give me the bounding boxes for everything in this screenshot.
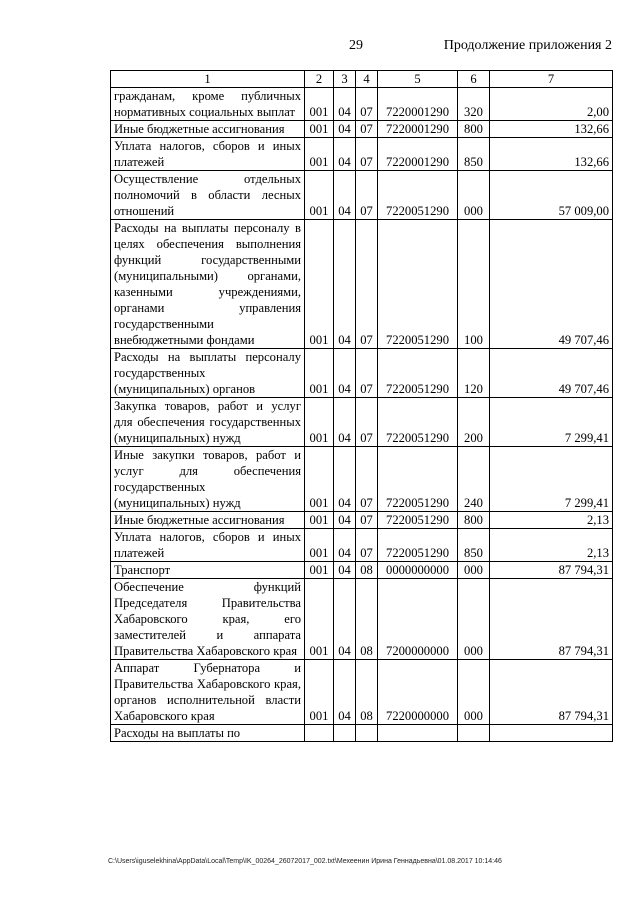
amount-cell: 132,66 <box>490 121 613 138</box>
section-code-cell: 04 <box>334 660 356 725</box>
section-code-cell: 04 <box>334 512 356 529</box>
section-code-cell <box>334 725 356 742</box>
admin-code-cell: 001 <box>305 529 334 562</box>
subsection-code-cell: 07 <box>356 349 378 398</box>
expense-type-cell: 000 <box>458 660 490 725</box>
section-code-cell: 04 <box>334 447 356 512</box>
subsection-code-cell: 08 <box>356 562 378 579</box>
expense-type-cell: 800 <box>458 512 490 529</box>
target-article-cell: 7220000000 <box>378 660 458 725</box>
target-article-cell: 7220051290 <box>378 349 458 398</box>
section-code-cell: 04 <box>334 398 356 447</box>
subsection-code-cell: 07 <box>356 447 378 512</box>
expense-type-cell: 850 <box>458 138 490 171</box>
expense-type-cell: 000 <box>458 562 490 579</box>
amount-cell: 2,00 <box>490 88 613 121</box>
expense-type-cell: 120 <box>458 349 490 398</box>
row-name-cell: Аппарат Губернатора и Правительства Хабаровского края, органов исполнительной власти Хабаровского края <box>111 660 305 725</box>
target-article-cell: 0000000000 <box>378 562 458 579</box>
continuation-label: Продолжение приложения 2 <box>443 38 612 53</box>
target-article-cell: 7220001290 <box>378 138 458 171</box>
section-code-cell: 04 <box>334 121 356 138</box>
section-code-cell: 04 <box>334 529 356 562</box>
column-header: 7 <box>490 71 613 88</box>
subsection-code-cell: 07 <box>356 121 378 138</box>
amount-cell: 132,66 <box>490 138 613 171</box>
amount-cell: 87 794,31 <box>490 579 613 660</box>
subsection-code-cell: 07 <box>356 138 378 171</box>
table-row <box>111 220 613 349</box>
column-header: 5 <box>378 71 458 88</box>
subsection-code-cell: 07 <box>356 171 378 220</box>
subsection-code-cell: 08 <box>356 579 378 660</box>
row-name-cell: Расходы на выплаты персоналу государственных (муниципальных) органов <box>111 349 305 398</box>
admin-code-cell: 001 <box>305 121 334 138</box>
expense-type-cell: 240 <box>458 447 490 512</box>
subsection-code-cell: 08 <box>356 660 378 725</box>
expense-type-cell: 850 <box>458 529 490 562</box>
column-header: 2 <box>305 71 334 88</box>
admin-code-cell: 001 <box>305 447 334 512</box>
subsection-code-cell: 07 <box>356 398 378 447</box>
amount-cell: 2,13 <box>490 529 613 562</box>
expense-type-cell: 000 <box>458 171 490 220</box>
section-code-cell: 04 <box>334 349 356 398</box>
expense-type-cell: 000 <box>458 579 490 660</box>
target-article-cell: 7200000000 <box>378 579 458 660</box>
table-row <box>111 660 613 725</box>
table-body <box>111 88 613 742</box>
admin-code-cell: 001 <box>305 660 334 725</box>
target-article-cell: 7220001290 <box>378 88 458 121</box>
table-row <box>111 138 613 171</box>
target-article-cell: 7220051290 <box>378 447 458 512</box>
table-row <box>111 349 613 398</box>
admin-code-cell: 001 <box>305 349 334 398</box>
table-row <box>111 88 613 121</box>
table-header-row <box>111 71 613 88</box>
column-header: 3 <box>334 71 356 88</box>
section-code-cell: 04 <box>334 220 356 349</box>
target-article-cell: 7220001290 <box>378 121 458 138</box>
amount-cell <box>490 725 613 742</box>
table-row <box>111 121 613 138</box>
admin-code-cell: 001 <box>305 171 334 220</box>
row-name-cell: Уплата налогов, сборов и иных платежей <box>111 138 305 171</box>
row-name-cell: Расходы на выплаты по <box>111 725 305 742</box>
admin-code-cell: 001 <box>305 138 334 171</box>
subsection-code-cell: 07 <box>356 529 378 562</box>
target-article-cell: 7220051290 <box>378 220 458 349</box>
row-name-cell: Расходы на выплаты персоналу в целях обеспечения выполнения функций государственными (муниципальными) органами, казенными учреждениями, органами управления государственными внебюджетными фондами <box>111 220 305 349</box>
amount-cell: 7 299,41 <box>490 447 613 512</box>
expense-type-cell <box>458 725 490 742</box>
amount-cell: 49 707,46 <box>490 349 613 398</box>
row-name-cell: Осуществление отдельных полномочий в области лесных отношений <box>111 171 305 220</box>
section-code-cell: 04 <box>334 171 356 220</box>
expense-type-cell: 320 <box>458 88 490 121</box>
expense-type-cell: 800 <box>458 121 490 138</box>
amount-cell: 2,13 <box>490 512 613 529</box>
amount-cell: 49 707,46 <box>490 220 613 349</box>
subsection-code-cell: 07 <box>356 88 378 121</box>
section-code-cell: 04 <box>334 138 356 171</box>
subsection-code-cell: 07 <box>356 220 378 349</box>
section-code-cell: 04 <box>334 579 356 660</box>
column-header: 1 <box>111 71 305 88</box>
subsection-code-cell: 07 <box>356 512 378 529</box>
table-row <box>111 171 613 220</box>
subsection-code-cell <box>356 725 378 742</box>
target-article-cell: 7220051290 <box>378 398 458 447</box>
admin-code-cell: 001 <box>305 579 334 660</box>
expense-type-cell: 100 <box>458 220 490 349</box>
admin-code-cell: 001 <box>305 562 334 579</box>
table-row <box>111 447 613 512</box>
table-row <box>111 562 613 579</box>
row-name-cell: гражданам, кроме публичных нормативных социальных выплат <box>111 88 305 121</box>
amount-cell: 87 794,31 <box>490 562 613 579</box>
section-code-cell: 04 <box>334 562 356 579</box>
column-header: 4 <box>356 71 378 88</box>
expense-type-cell: 200 <box>458 398 490 447</box>
table-row <box>111 579 613 660</box>
amount-cell: 7 299,41 <box>490 398 613 447</box>
row-name-cell: Уплата налогов, сборов и иных платежей <box>111 529 305 562</box>
amount-cell: 87 794,31 <box>490 660 613 725</box>
page-number: 29 <box>349 38 363 53</box>
target-article-cell: 7220051290 <box>378 529 458 562</box>
table-row <box>111 398 613 447</box>
admin-code-cell: 001 <box>305 220 334 349</box>
target-article-cell: 7220051290 <box>378 512 458 529</box>
column-header: 6 <box>458 71 490 88</box>
amount-cell: 57 009,00 <box>490 171 613 220</box>
admin-code-cell: 001 <box>305 398 334 447</box>
admin-code-cell: 001 <box>305 512 334 529</box>
target-article-cell <box>378 725 458 742</box>
row-name-cell: Обеспечение функций Председателя Правительства Хабаровского края, его заместителей и аппарата Правительства Хабаровского края <box>111 579 305 660</box>
footer-path: C:\Users\iguselekhina\AppData\Local\Temp\IK_00264_26072017_002.txt\Мехеенин Ирина Геннадьевна\01.08.2017 10:14:46 <box>108 858 502 865</box>
table-row <box>111 725 613 742</box>
row-name-cell: Транспорт <box>111 562 305 579</box>
row-name-cell: Иные бюджетные ассигнования <box>111 121 305 138</box>
target-article-cell: 7220051290 <box>378 171 458 220</box>
row-name-cell: Иные закупки товаров, работ и услуг для обеспечения государственных (муниципальных) нужд <box>111 447 305 512</box>
admin-code-cell: 001 <box>305 88 334 121</box>
row-name-cell: Закупка товаров, работ и услуг для обеспечения государственных (муниципальных) нужд <box>111 398 305 447</box>
budget-table <box>110 70 613 742</box>
table-row <box>111 529 613 562</box>
table-row <box>111 512 613 529</box>
row-name-cell: Иные бюджетные ассигнования <box>111 512 305 529</box>
section-code-cell: 04 <box>334 88 356 121</box>
admin-code-cell <box>305 725 334 742</box>
